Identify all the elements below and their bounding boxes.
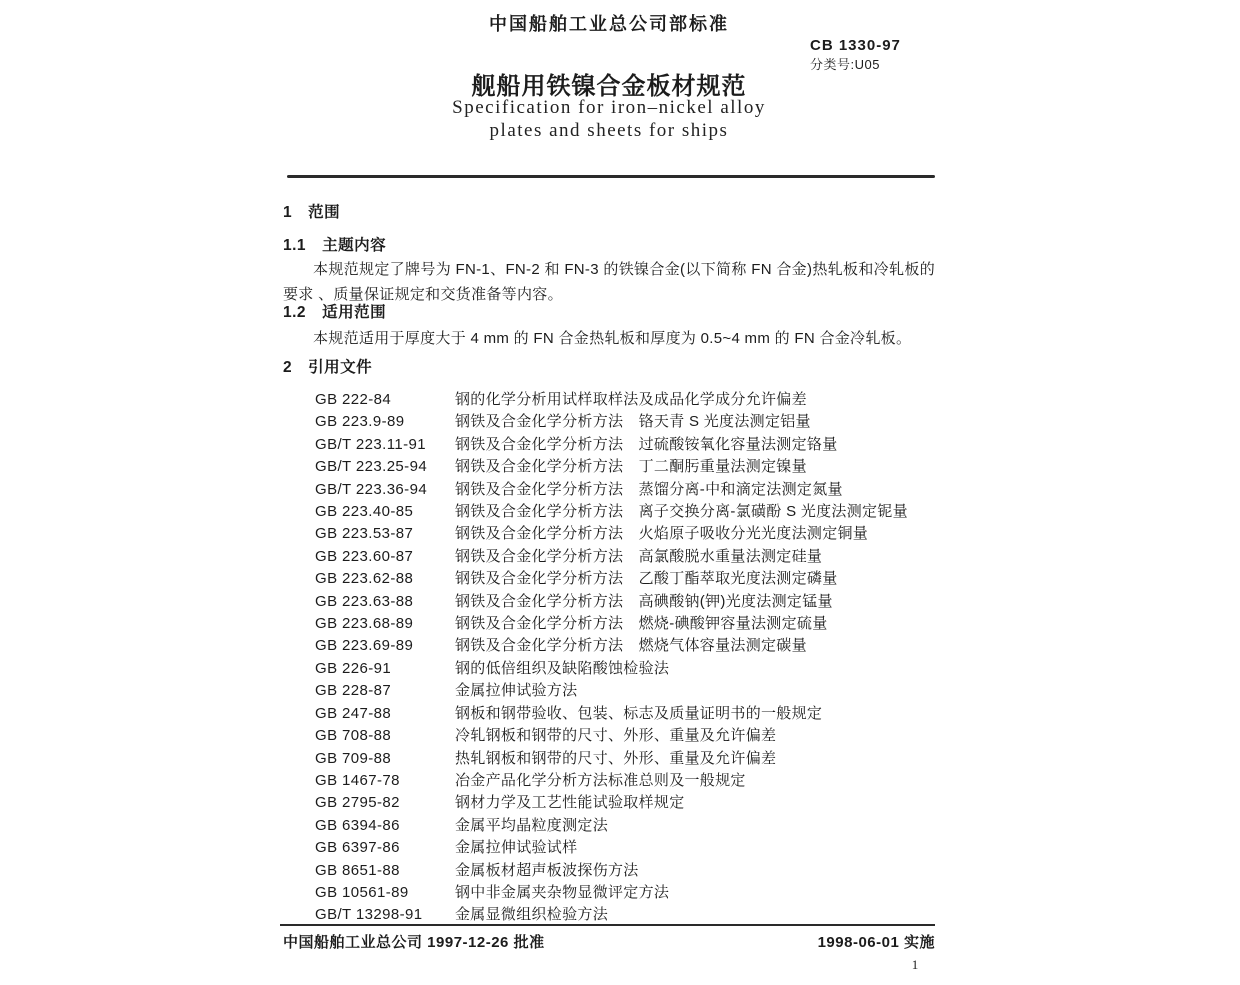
reference-item [315,546,935,568]
reference-item [315,703,935,725]
implementation-note: 1998-06-01 实施 [817,934,935,951]
reference-item [315,658,935,680]
reference-code: GB/T 13298-91 [315,906,423,924]
section-2-heading [283,355,372,377]
reference-item [315,748,935,770]
reference-title: 钢的低倍组织及缺陷酸蚀检验法 [455,659,670,677]
footer-divider [280,924,935,926]
reference-item [315,389,935,411]
reference-title: 钢铁及合金化学分析方法 火焰原子吸收分光光度法测定铜量 [455,525,869,543]
section-1-2-paragraph: 本规范适用于厚度大于 4 mm 的 FN 合金热轧板和厚度为 0.5~4 mm 的 FN 合金冷轧板。 [313,330,912,347]
section-title: 引用文件 [308,359,373,376]
reference-title: 钢材力学及工艺性能试验取样规定 [455,794,685,812]
section-title: 范围 [308,204,341,221]
reference-item [315,815,935,837]
reference-code: GB 709-88 [315,749,392,767]
reference-item [315,770,935,792]
reference-title: 钢铁及合金化学分析方法 燃烧气体容量法测定碳量 [455,637,807,655]
reference-title: 热轧钢板和钢带的尺寸、外形、重量及允许偏差 [455,749,777,767]
section-number: 1 [283,204,293,221]
header-divider [287,175,935,178]
reference-item [315,613,935,635]
reference-code: GB 226-91 [315,659,392,677]
reference-code: GB 708-88 [315,727,392,745]
reference-item [315,680,935,702]
section-number: 1.1 [283,237,307,254]
reference-item [315,837,935,859]
document-title-zh: 舰船用铁镍合金板材规范 [471,73,747,100]
reference-title: 冶金产品化学分析方法标准总则及一般规定 [455,771,746,789]
reference-title: 钢铁及合金化学分析方法 铬天青 S 光度法测定铝量 [455,413,811,431]
reference-code: GB 247-88 [315,704,392,722]
reference-code: GB 8651-88 [315,861,400,879]
reference-item [315,591,935,613]
section-1-1-paragraph: 本规范规定了牌号为 FN-1、FN-2 和 FN-3 的铁镍合金(以下简称 FN 合金)热轧板和冷轧板的要求 、质量保证规定和交货准备等内容。 [283,261,935,303]
reference-item [315,635,935,657]
section-title: 适用范围 [322,304,387,321]
section-number: 2 [283,359,293,376]
reference-code: GB 1467-78 [315,771,400,789]
reference-title: 钢板和钢带验收、包装、标志及质量证明书的一般规定 [455,704,823,722]
section-title: 主题内容 [322,237,387,254]
reference-title: 钢中非金属夹杂物显微评定方法 [455,883,670,901]
reference-title: 金属板材超声板波探伤方法 [455,861,639,879]
org-standard-label: 中国船舶工业总公司部标准 [489,14,729,34]
reference-item [315,456,935,478]
reference-title: 钢的化学分析用试样取样法及成品化学成分允许偏差 [455,391,807,408]
reference-item [315,792,935,814]
reference-code: GB 223.63-88 [315,592,414,610]
reference-title: 钢铁及合金化学分析方法 离子交换分离-氯磺酚 S 光度法测定铌量 [455,503,908,521]
reference-title: 钢铁及合金化学分析方法 高氯酸脱水重量法测定硅量 [455,547,823,565]
reference-code: GB 223.40-85 [315,503,414,521]
classification-code: 分类号:U05 [810,57,880,72]
reference-title: 冷轧钢板和钢带的尺寸、外形、重量及允许偏差 [455,727,777,745]
reference-title: 金属拉伸试验方法 [455,682,578,700]
reference-code: GB 223.62-88 [315,570,414,588]
section-1-1-heading [283,233,386,255]
reference-code: GB/T 223.36-94 [315,480,428,498]
reference-title: 钢铁及合金化学分析方法 燃烧-碘酸钾容量法测定硫量 [455,615,828,633]
reference-code: GB 223.9-89 [315,413,405,431]
section-1-heading [283,200,340,222]
reference-code: GB 223.60-87 [315,547,414,565]
reference-code: GB 2795-82 [315,794,400,812]
reference-code: GB 10561-89 [315,883,409,901]
reference-title: 金属显微组织检验方法 [455,906,609,924]
section-1-2-heading [283,300,386,322]
document-title-en-line1: Specification for iron–nickel alloy [452,97,766,118]
reference-item [315,411,935,433]
reference-title: 金属拉伸试验试样 [455,839,578,857]
reference-code: GB 222-84 [315,391,392,408]
reference-title: 钢铁及合金化学分析方法 乙酸丁酯萃取光度法测定磷量 [455,570,838,588]
reference-item [315,882,935,904]
reference-title: 钢铁及合金化学分析方法 过硫酸铵氧化容量法测定铬量 [455,435,838,453]
reference-item [315,434,935,456]
page-number: 1 [911,957,919,972]
reference-item [315,725,935,747]
reference-title: 钢铁及合金化学分析方法 蒸馏分离-中和滴定法测定氮量 [455,480,843,498]
reference-item [315,523,935,545]
reference-item [315,479,935,501]
reference-code: GB 223.53-87 [315,525,414,543]
reference-code: GB 223.69-89 [315,637,414,655]
reference-list [315,389,935,927]
reference-title: 金属平均晶粒度测定法 [455,816,609,834]
reference-item [315,501,935,523]
reference-title: 钢铁及合金化学分析方法 丁二酮肟重量法测定镍量 [455,458,807,476]
reference-title: 钢铁及合金化学分析方法 高碘酸钠(钾)光度法测定锰量 [455,592,833,610]
document-title-en-line2: plates and sheets for ships [489,120,729,141]
document-title-en [283,96,935,142]
reference-code: GB 223.68-89 [315,615,414,633]
approval-note: 中国船舶工业总公司 1997-12-26 批准 [283,934,545,951]
reference-code: GB/T 223.25-94 [315,458,428,476]
reference-code: GB/T 223.11-91 [315,435,426,453]
document-footer [283,931,935,952]
section-number: 1.2 [283,304,307,321]
reference-code: GB 6394-86 [315,816,400,834]
reference-code: GB 6397-86 [315,839,400,857]
standard-code: CB 1330-97 [810,37,901,54]
reference-item [315,860,935,882]
reference-code: GB 228-87 [315,682,392,700]
reference-item [315,568,935,590]
